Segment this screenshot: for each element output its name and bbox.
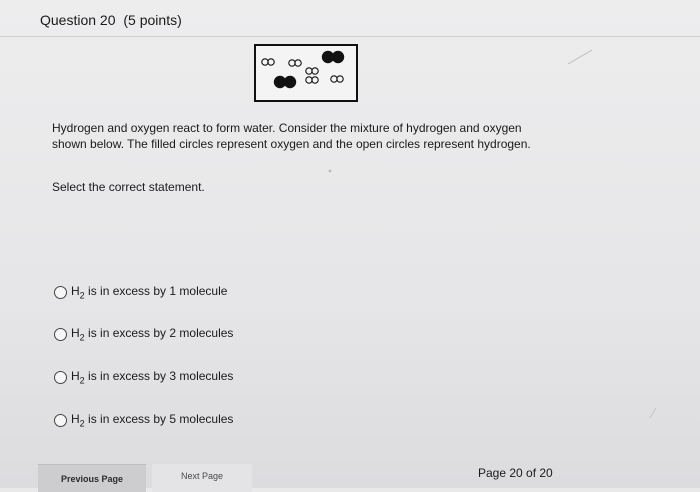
question-label: Question 20 <box>40 12 116 28</box>
oxygen-molecule <box>274 76 296 88</box>
previous-page-button[interactable]: Previous Page <box>38 464 146 492</box>
page-indicator: Page 20 of 20 <box>478 466 553 480</box>
hydrogen-molecule <box>306 77 318 83</box>
hydrogen-molecule <box>331 76 343 82</box>
radio-button[interactable] <box>54 414 67 427</box>
answer-option-label: $H_2$ is in excess by 5 molecules <box>71 411 234 429</box>
answer-option-4[interactable] <box>54 411 233 429</box>
molecule-mixture-diagram <box>254 44 358 102</box>
molecule-diagram-svg <box>256 46 356 100</box>
hydrogen-molecule <box>306 68 318 74</box>
hydrogen-molecule <box>289 60 301 66</box>
radio-button[interactable] <box>54 328 67 341</box>
answer-option-label: $H_2$ is in excess by 2 molecules <box>71 325 234 343</box>
hydrogen-molecule <box>262 59 274 65</box>
header-divider <box>0 36 700 37</box>
next-page-button[interactable]: Next Page <box>152 464 252 492</box>
question-header <box>40 12 182 28</box>
radio-button[interactable] <box>54 371 67 384</box>
answer-option-2[interactable] <box>54 325 233 343</box>
answer-option-3[interactable] <box>54 368 233 386</box>
radio-button[interactable] <box>54 286 67 299</box>
answer-option-label: $H_2$ is in excess by 1 molecule <box>71 283 228 301</box>
question-text: Hydrogen and oxygen react to form water. Consider the mixture of hydrogen and oxygen shown below. The filled circles represent oxygen and the open circles represent hydrogen. <box>52 121 531 151</box>
question-prompt: Select the correct statement. <box>52 180 205 194</box>
question-points: (5 points) <box>123 12 182 28</box>
answer-option-1[interactable] <box>54 283 227 301</box>
answer-option-label: $H_2$ is in excess by 3 molecules <box>71 368 234 386</box>
oxygen-molecule <box>322 51 344 63</box>
